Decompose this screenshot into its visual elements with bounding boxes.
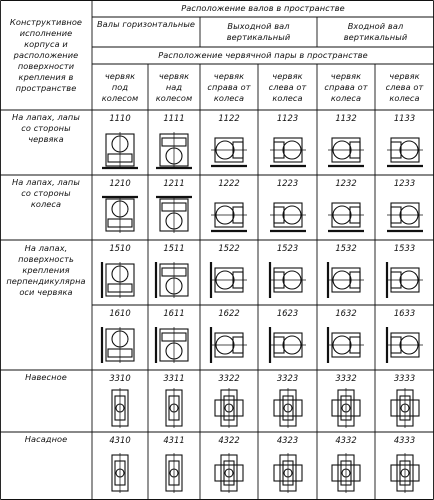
variant-code: 1211 bbox=[163, 178, 185, 188]
column-header-5: червяк справа от колеса bbox=[324, 70, 368, 103]
column-header-6: червяк слева от колеса bbox=[385, 70, 424, 103]
mounting-schematic-icon bbox=[266, 128, 310, 172]
variant-code: 1210 bbox=[109, 178, 131, 188]
mounting-schematic-icon bbox=[98, 128, 142, 172]
variant-code: 1223 bbox=[276, 178, 299, 188]
variant-code: 1523 bbox=[276, 243, 299, 253]
mounting-schematic-icon bbox=[383, 386, 427, 430]
mounting-schematic-icon bbox=[324, 386, 368, 430]
variant-code: 1610 bbox=[109, 308, 131, 318]
header-worm-pair-arrangement: Расположение червячной пары в пространстве bbox=[158, 50, 368, 60]
variant-code: 3332 bbox=[335, 373, 357, 383]
row-label-feet-worm-side: На лапах, лапы со стороны червяка bbox=[12, 112, 80, 144]
variant-code: 3322 bbox=[218, 373, 240, 383]
mounting-schematic-icon bbox=[383, 128, 427, 172]
mounting-schematic-icon bbox=[152, 323, 196, 367]
mounting-schematic-icon bbox=[266, 258, 310, 302]
mounting-schematic-icon bbox=[266, 451, 310, 495]
column-header-2: червяк над колесом bbox=[155, 70, 193, 103]
mounting-schematic-icon bbox=[383, 451, 427, 495]
mounting-schematic-icon bbox=[152, 128, 196, 172]
variant-code: 4323 bbox=[276, 435, 299, 445]
variant-code: 1522 bbox=[218, 243, 240, 253]
header-left-cell: Конструктивное исполнение корпуса и расположение поверхности крепления в пространстве bbox=[9, 16, 83, 93]
header-group-horizontal: Валы горизонтальные bbox=[96, 19, 196, 29]
variant-code: 4322 bbox=[218, 435, 240, 445]
variant-code: 1133 bbox=[393, 113, 416, 123]
mounting-schematic-icon bbox=[207, 451, 251, 495]
variant-code: 1111 bbox=[163, 113, 185, 123]
variant-code: 4332 bbox=[335, 435, 357, 445]
mounting-schematic-icon bbox=[152, 258, 196, 302]
mounting-schematic-icon bbox=[207, 258, 251, 302]
variant-code: 1633 bbox=[393, 308, 416, 318]
header-shaft-arrangement: Расположение валов в пространстве bbox=[181, 3, 345, 13]
column-header-3: червяк справа от колеса bbox=[207, 70, 251, 103]
mounting-schematic-icon bbox=[98, 258, 142, 302]
variant-code: 3333 bbox=[393, 373, 416, 383]
mounting-schematic-icon bbox=[266, 386, 310, 430]
variant-code: 1122 bbox=[218, 113, 240, 123]
variant-code: 3311 bbox=[163, 373, 185, 383]
mounting-schematic-icon bbox=[98, 386, 142, 430]
variant-code: 1222 bbox=[218, 178, 240, 188]
variant-code: 1110 bbox=[109, 113, 131, 123]
column-header-1: червяк под колесом bbox=[101, 70, 139, 103]
variant-code: 1511 bbox=[163, 243, 185, 253]
mounting-schematic-icon bbox=[324, 258, 368, 302]
mounting-schematic-icon bbox=[383, 323, 427, 367]
mounting-schematic-icon bbox=[152, 451, 196, 495]
row-label-feet-perpendicular: На лапах, поверхность крепления перпендикулярна оси червяка bbox=[6, 243, 86, 297]
mounting-schematic-icon bbox=[383, 258, 427, 302]
variant-code: 1623 bbox=[276, 308, 299, 318]
variant-code: 1233 bbox=[393, 178, 416, 188]
mounting-schematic-icon bbox=[152, 193, 196, 237]
variant-code: 1123 bbox=[276, 113, 299, 123]
mounting-schematic-icon bbox=[324, 193, 368, 237]
mounting-schematic-icon bbox=[266, 323, 310, 367]
mounting-schematic-icon bbox=[266, 193, 310, 237]
mounting-schematic-icon bbox=[207, 323, 251, 367]
mounting-schematic-icon bbox=[383, 193, 427, 237]
variant-code: 4333 bbox=[393, 435, 416, 445]
mounting-schematic-icon bbox=[324, 128, 368, 172]
variant-code: 3310 bbox=[109, 373, 131, 383]
row-label-feet-wheel-side: На лапах, лапы со стороны колеса bbox=[12, 177, 80, 209]
mounting-schematic-icon bbox=[98, 451, 142, 495]
variant-code: 4310 bbox=[109, 435, 131, 445]
mounting-schematic-icon bbox=[98, 193, 142, 237]
variant-code: 1632 bbox=[335, 308, 357, 318]
mounting-schematic-icon bbox=[152, 386, 196, 430]
mounting-schematic-icon bbox=[207, 386, 251, 430]
header-group-output-vertical: Выходной вал вертикальный bbox=[226, 21, 291, 42]
variant-code: 1611 bbox=[163, 308, 185, 318]
variant-code: 4311 bbox=[163, 435, 185, 445]
mounting-schematic-icon bbox=[207, 193, 251, 237]
variant-code: 1132 bbox=[335, 113, 357, 123]
row-label-shaft-mounted: Насадное bbox=[24, 434, 68, 444]
row-label-hinged: Навесное bbox=[25, 372, 67, 382]
header-group-input-vertical: Входной вал вертикальный bbox=[343, 21, 408, 42]
variant-code: 1510 bbox=[109, 243, 131, 253]
variant-code: 1232 bbox=[335, 178, 357, 188]
variant-code: 1622 bbox=[218, 308, 240, 318]
mounting-schematic-icon bbox=[324, 451, 368, 495]
mounting-schematic-icon bbox=[324, 323, 368, 367]
mounting-schematic-icon bbox=[207, 128, 251, 172]
variant-code: 1533 bbox=[393, 243, 416, 253]
mounting-schematic-icon bbox=[98, 323, 142, 367]
column-header-4: червяк слева от колеса bbox=[268, 70, 307, 103]
variant-code: 1532 bbox=[335, 243, 357, 253]
variant-code: 3323 bbox=[276, 373, 299, 383]
